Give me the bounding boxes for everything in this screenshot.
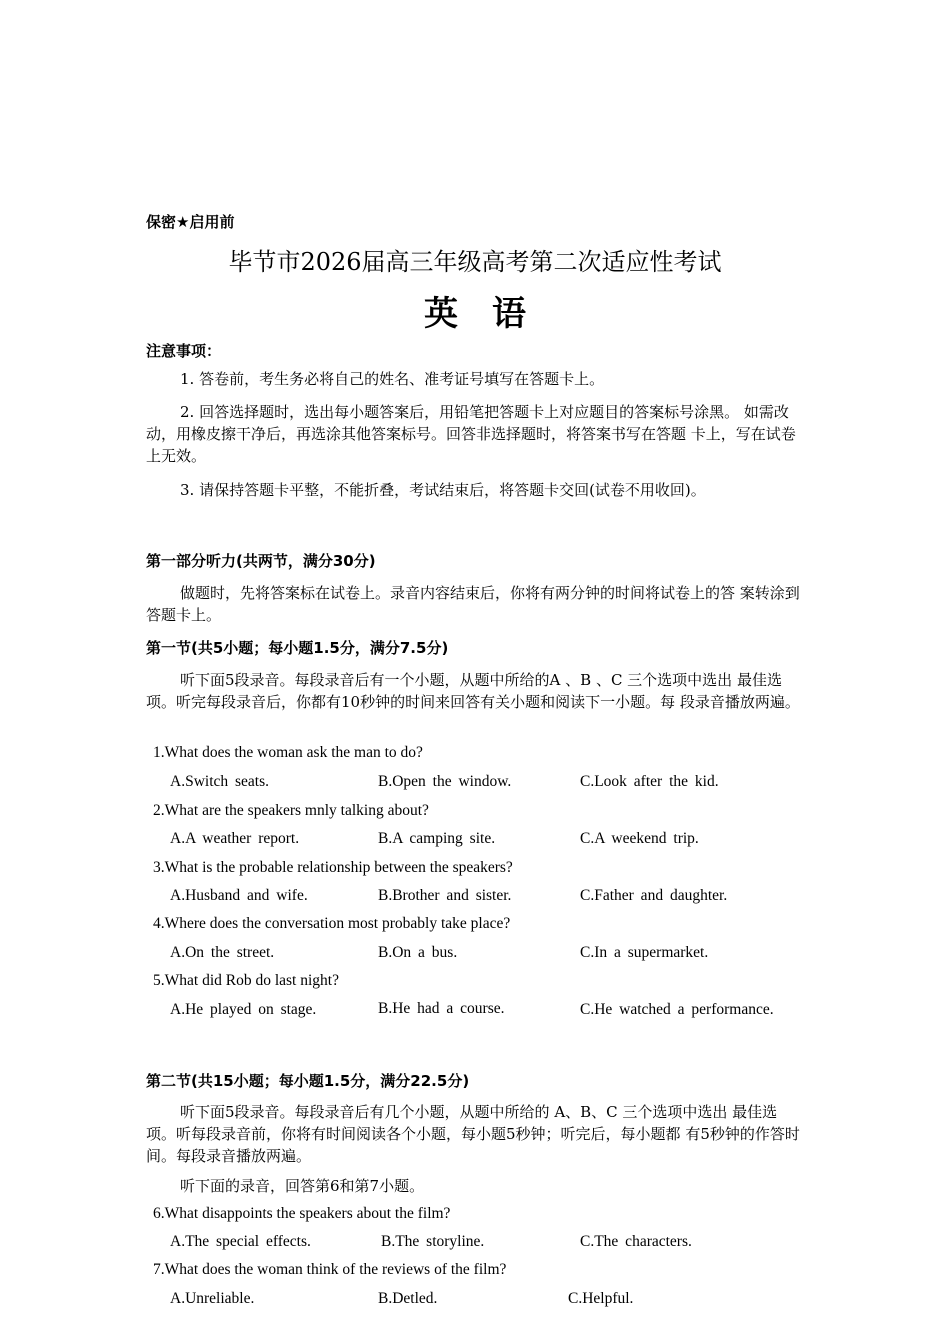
question-5: 5.What did Rob do last night?: [153, 972, 339, 989]
question-3-option-a: A.Husband and wife.: [170, 887, 308, 904]
section1-instruction: 听下面5段录音。每段录音后有一个小题，从题中所给的A 、B 、C 三个选项中选出 最佳选项。听完每段录音后，你都有10秒钟的时间来回答有关小题和阅读下一小题。每 段录音播放两遍。: [146, 671, 800, 711]
question-3-option-c: C.Father and daughter.: [580, 887, 728, 904]
question-1: 1.What does the woman ask the man to do?: [153, 744, 423, 761]
question-3-option-b: B.Brother and sister.: [378, 887, 512, 904]
question-7-option-c: C.Helpful.: [568, 1290, 634, 1307]
section2-instruction: 听下面5段录音。每段录音后有几个小题，从题中所给的 A、B、C 三个选项中选出 最佳选项。听每段录音前，你将有时间阅读各个小题，每小题5秒钟；听完后，每小题都 有5秒钟的作答时间。每段录音播放两遍。: [146, 1103, 800, 1165]
question-4-option-a: A.On the street.: [170, 944, 275, 961]
notice-item-3: 3. 请保持答题卡平整，不能折叠，考试结束后，将答题卡交回(试卷不用收回)。: [180, 481, 706, 499]
section2-heading: 第二节(共15小题；每小题1.5分，满分22.5分): [146, 1072, 470, 1090]
question-6-option-c: C.The characters.: [580, 1233, 692, 1250]
notice-heading: 注意事项：: [146, 342, 222, 360]
part1-heading: 第一部分听力(共两节，满分30分): [146, 552, 376, 570]
question-4-option-b: B.On a bus.: [378, 944, 458, 961]
question-5-option-b: B.He had a course.: [378, 1000, 505, 1017]
question-2: 2.What are the speakers mnly talking about?: [153, 802, 429, 819]
question-6-option-b: B.The storyline.: [381, 1233, 485, 1250]
question-4: 4.Where does the conversation most probably take place?: [153, 915, 511, 932]
question-2-option-b: B.A camping site.: [378, 830, 496, 847]
question-7-option-a: A.Unreliable.: [170, 1290, 255, 1307]
question-1-option-a: A.Switch seats.: [170, 773, 270, 790]
question-3: 3.What is the probable relationship between the speakers?: [153, 859, 513, 876]
question-4-option-c: C.In a supermarket.: [580, 944, 709, 961]
part1-instruction: 做题时，先将答案标在试卷上。录音内容结束后，你将有两分钟的时间将试卷上的答 案转涂到答题卡上。: [146, 584, 800, 624]
question-2-option-c: C.A weekend trip.: [580, 830, 699, 847]
section2-sub-instruction: 听下面的录音，回答第6和第7小题。: [180, 1177, 425, 1195]
question-5-option-c: C.He watched a performance.: [580, 1001, 774, 1018]
question-1-option-c: C.Look after the kid.: [580, 773, 719, 790]
section1-heading: 第一节(共5小题；每小题1.5分，满分7.5分): [146, 639, 449, 657]
question-6-option-a: A.The special effects.: [170, 1233, 311, 1250]
exam-title: 毕节市2026届高三年级高考第二次适应性考试: [228, 248, 722, 276]
subject-title: 英语: [424, 294, 560, 334]
question-2-option-a: A.A weather report.: [170, 830, 300, 847]
confidential-label: 保密★启用前: [146, 213, 235, 231]
question-7-option-b: B.Detled.: [378, 1290, 438, 1307]
question-7: 7.What does the woman think of the reviews of the film?: [153, 1261, 507, 1278]
question-5-option-a: A.He played on stage.: [170, 1001, 317, 1018]
notice-item-2: 2. 回答选择题时，选出每小题答案后，用铅笔把答题卡上对应题目的答案标号涂黑。 如需改动，用橡皮擦干净后，再选涂其他答案标号。回答非选择题时，将答案书写在答题 卡上，写在试卷上无效。: [146, 403, 796, 465]
notice-item-1: 1. 答卷前，考生务必将自己的姓名、准考证号填写在答题卡上。: [180, 370, 605, 388]
question-1-option-b: B.Open the window.: [378, 773, 512, 790]
question-6: 6.What disappoints the speakers about the film?: [153, 1205, 451, 1222]
